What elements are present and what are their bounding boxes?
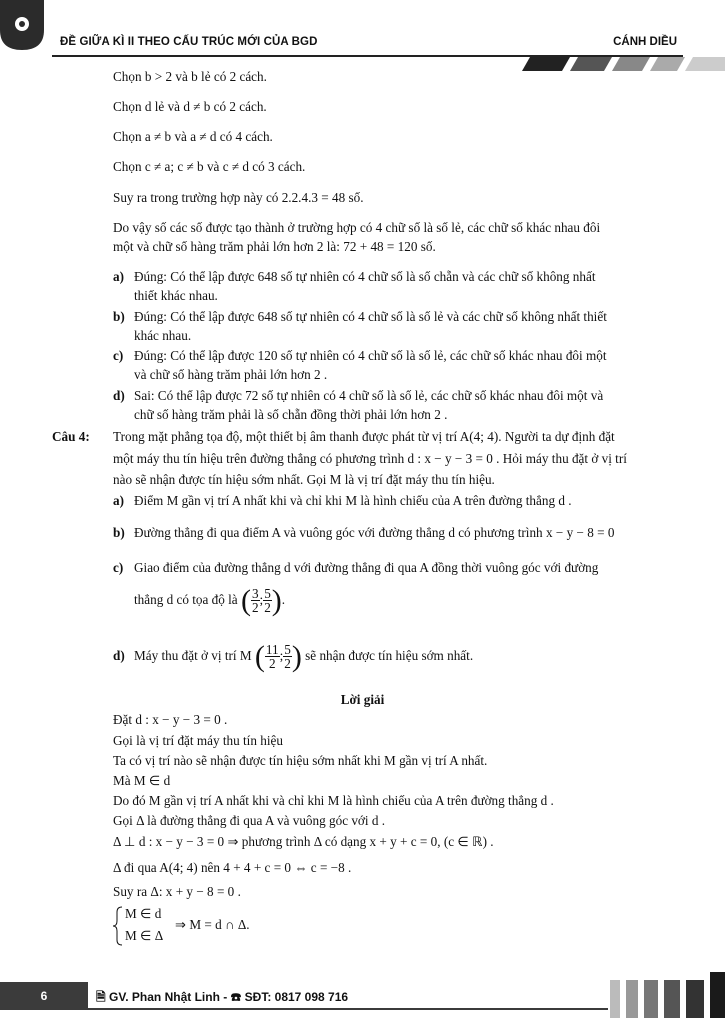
fraction-numerator: 3 <box>251 586 259 602</box>
option-text: Đường thẳng đi qua điểm A và vuông góc với đường thẳng d có phương trình x − y − 8 = 0 <box>134 525 615 540</box>
paren-close: ) <box>291 639 302 673</box>
brace-icon <box>113 906 123 946</box>
solution-line: Đặt d : x − y − 3 = 0 . <box>113 712 228 727</box>
answer-text: Đúng: Có thể lập được 648 số tự nhiên có 4 chữ số là số chẵn và các chữ số không nhất <box>134 269 596 284</box>
solution-line: Gọi là vị trí đặt máy thu tín hiệu <box>113 733 283 748</box>
question-text: Trong mặt phẳng tọa độ, một thiết bị âm thanh được phát từ vị trí A(4; 4). Người ta dự định đặt <box>113 429 615 444</box>
answer-text: chữ số hàng trăm phải là số chẵn đồng thời phải lớn hơn 2 . <box>134 407 448 422</box>
footer-credit <box>96 988 348 1009</box>
question-label: Câu 4: <box>52 429 90 444</box>
solution-line: Gọi Δ là đường thẳng đi qua A và vuông góc với d . <box>113 813 386 828</box>
option-text-part: sẽ nhận được tín hiệu sớm nhất. <box>305 648 474 663</box>
phone-icon: ☎ <box>230 990 242 1004</box>
header-title: ĐỀ GIỮA KÌ II THEO CẤU TRÚC MỚI CỦA BGD <box>60 36 318 48</box>
text-line: Chọn b > 2 và b lẻ có 2 cách. <box>113 69 267 84</box>
logo-icon <box>0 0 44 50</box>
text-line: Chọn c ≠ a; c ≠ b và c ≠ d có 3 cách. <box>113 159 306 174</box>
answer-label: c) <box>113 348 124 363</box>
solution-line: Δ đi qua A(4; 4) nên 4 + 4 + c = 0 ⇔ c = −8 . <box>113 860 352 875</box>
option-text-part: thẳng d có tọa độ là <box>134 592 238 607</box>
option-text: thẳng d có tọa độ là ( $\frac{3}{2}$ ; $\frac{5}{2}$ ). <box>134 583 286 617</box>
question-text: nào sẽ nhận được tín hiệu sớm nhất. Gọi M là vị trí đặt máy thu tín hiệu. <box>113 472 495 487</box>
page-number: 6 <box>0 982 88 1010</box>
fraction <box>265 643 280 670</box>
answer-text: khác nhau. <box>134 328 192 343</box>
header-stripes <box>520 57 725 71</box>
text-line: Chọn d lẻ và d ≠ b có 2 cách. <box>113 99 267 114</box>
fraction-denominator: 2 <box>251 600 259 616</box>
fraction-numerator: 5 <box>264 586 271 602</box>
footer-phone: SĐT: 0817 098 716 <box>244 990 349 1004</box>
option-label: a) <box>113 493 124 508</box>
answer-label: a) <box>113 269 124 284</box>
answer-text: Đúng: Có thể lập được 648 số tự nhiên có 4 chữ số là số lẻ và các chữ số không nhất thiết <box>134 309 607 324</box>
option-text: Giao điểm của đường thẳng d với đường thẳng đi qua A đồng thời vuông góc với đường <box>134 560 599 575</box>
paren-close: ) <box>271 583 282 617</box>
paren-open: ( <box>254 639 265 673</box>
option-label: b) <box>113 525 125 540</box>
equation-system <box>113 904 413 948</box>
footer-separator: - <box>223 990 231 1004</box>
system-line: M ∈ d <box>125 906 162 921</box>
answer-text: Đúng: Có thể lập được 120 số tự nhiên có 4 chữ số là số lẻ, các chữ số khác nhau đôi một <box>134 348 607 363</box>
question-text: một máy thu tín hiệu trên đường thẳng có phương trình d : x − y − 3 = 0 . Hỏi máy thu đặt ở vị trí <box>113 451 627 466</box>
fraction <box>263 587 272 614</box>
option-text: Điểm M gần vị trí A nhất khi và chỉ khi M là hình chiếu của A trên đường thẳng d . <box>134 493 572 508</box>
text-line: Chọn a ≠ b và a ≠ d có 4 cách. <box>113 129 273 144</box>
fraction-denominator: 2 <box>268 656 276 672</box>
system-result: ⇒ M = d ∩ Δ. <box>175 917 250 932</box>
text-line: Do vậy số các số được tạo thành ở trường hợp có 4 chữ số là số lẻ, các chữ số khác nhau đôi <box>113 220 601 235</box>
option-label: d) <box>113 648 125 663</box>
solution-line: Suy ra Δ: x + y − 8 = 0 . <box>113 884 241 899</box>
answer-text: thiết khác nhau. <box>134 288 218 303</box>
fraction-numerator: 11 <box>265 642 279 658</box>
answer-text: và chữ số hàng trăm phải lớn hơn 2 . <box>134 367 328 382</box>
text-line: một và chữ số hàng trăm phải lớn hơn 2 là: 72 + 48 = 120 số. <box>113 239 436 254</box>
header-publisher: CÁNH DIỀU <box>613 36 677 48</box>
solution-line: Mà M ∈ d <box>113 773 171 788</box>
fraction <box>251 587 260 614</box>
fraction-numerator: 5 <box>284 642 291 658</box>
solution-line: Do đó M gần vị trí A nhất khi và chỉ khi M là hình chiếu của A trên đường thẳng d . <box>113 793 554 808</box>
fraction-denominator: 2 <box>284 656 291 672</box>
solution-line: Ta có vị trí nào sẽ nhận được tín hiệu sớm nhất khi M gần vị trí A nhất. <box>113 753 488 768</box>
answer-label: b) <box>113 309 125 324</box>
paren-open: ( <box>240 583 251 617</box>
system-line: M ∈ Δ <box>125 928 164 943</box>
footer-author: GV. Phan Nhật Linh <box>109 990 220 1004</box>
text-line: Suy ra trong trường hợp này có 2.2.4.3 = 48 số. <box>113 190 364 205</box>
document-icon: 🗎 <box>96 990 106 1004</box>
fraction <box>283 643 292 670</box>
solution-line: Δ ⊥ d : x − y − 3 = 0 ⇒ phương trình Δ có dạng x + y + c = 0, (c ∈ ℝ) . <box>113 834 494 849</box>
answer-text: Sai: Có thể lập được 72 số tự nhiên có 4 chữ số là số lẻ, các chữ số khác nhau đôi một và <box>134 388 604 403</box>
footer-stripes <box>600 972 725 1018</box>
option-text: Máy thu đặt ở vị trí M ( $\frac{11}{2}$ ; $\frac{5}{2}$ ) sẽ nhận được tín hiệu sớm nhất. <box>134 639 474 673</box>
fraction-denominator: 2 <box>264 600 271 616</box>
answer-label: d) <box>113 388 125 403</box>
option-text-part: Máy thu đặt ở vị trí M <box>134 648 252 663</box>
option-label: c) <box>113 560 124 575</box>
solution-title: Lời giải <box>340 692 385 707</box>
